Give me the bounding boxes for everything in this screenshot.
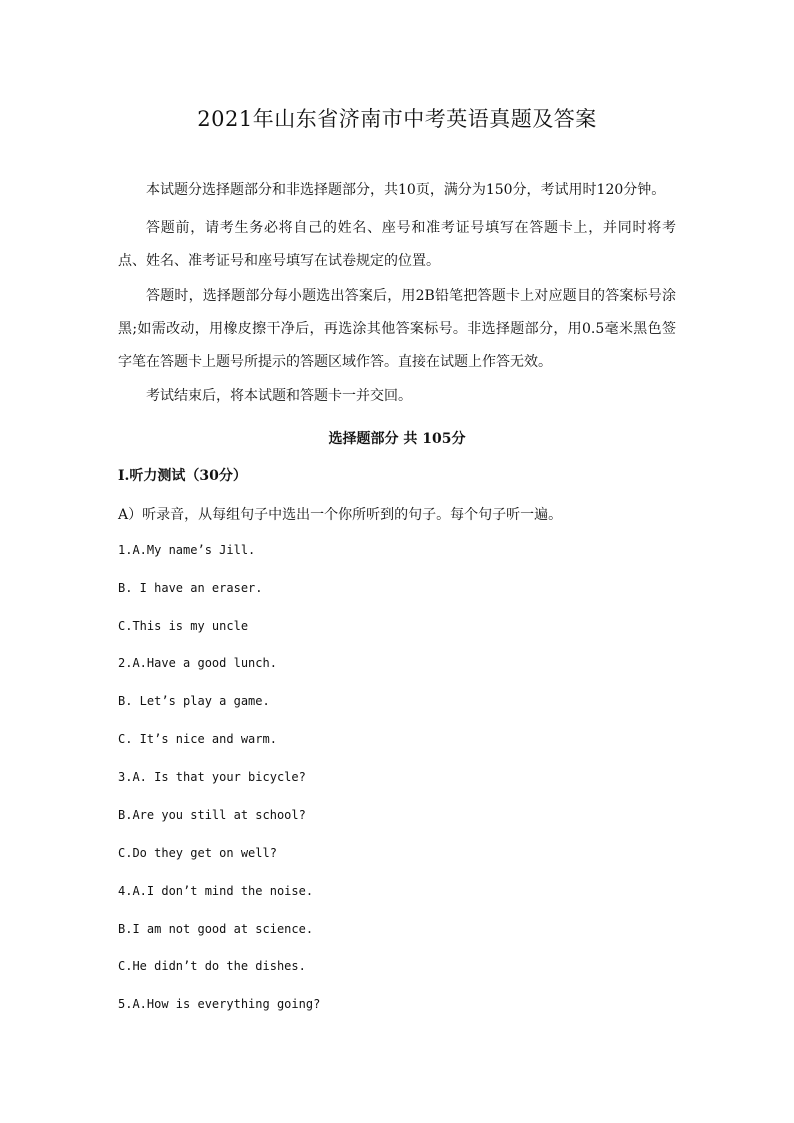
option-line: C.He didn’t do the dishes. <box>118 959 306 973</box>
option-line: 3.A. Is that your bicycle? <box>118 770 306 784</box>
intro-paragraph-4: 考试结束后，将本试题和答题卡一并交回。 <box>146 388 412 404</box>
option-line: 5.A.How is everything going? <box>118 997 321 1011</box>
part1-heading: I.听力测试（30分） <box>118 468 247 484</box>
option-line: 1.A.My name’s Jill. <box>118 543 256 557</box>
option-line: C.Do they get on well? <box>118 846 277 860</box>
intro-paragraph-1: 本试题分选择题部分和非选择题部分，共10页，满分为150分，考试用时120分钟。 <box>146 182 666 198</box>
option-line: B.I am not good at science. <box>118 922 314 936</box>
option-line: 4.A.I don’t mind the noise. <box>118 884 314 898</box>
instruction-a: A）听录音，从每组句子中选出一个你所听到的句子。每个句子听一遍。 <box>118 507 563 523</box>
option-line: C.This is my uncle <box>118 619 249 633</box>
intro-paragraph-3: 答题时，选择题部分每小题选出答案后，用2B铅笔把答题卡上对应题目的答案标号涂黑;如需改动，用橡皮擦干净后，再选涂其他答案标号。非选择题部分，用0.5毫米黑色签字笔在答题卡上题号所提示的答题区域作答。直接在试题上作答无效。 <box>118 288 676 370</box>
option-line: B.Are you still at school? <box>118 808 306 822</box>
option-line: B. I have an eraser. <box>118 581 263 595</box>
option-line: B. Let’s play a game. <box>118 694 270 708</box>
option-line: C. It’s nice and warm. <box>118 732 277 746</box>
document-title: 2021年山东省济南市中考英语真题及答案 <box>197 107 597 131</box>
section-heading: 选择题部分 共 105分 <box>328 431 466 447</box>
option-line: 2.A.Have a good lunch. <box>118 656 277 670</box>
intro-paragraph-2: 答题前，请考生务必将自己的姓名、座号和准考证号填写在答题卡上，并同时将考点、姓名、准考证号和座号填写在试卷规定的位置。 <box>118 220 676 269</box>
